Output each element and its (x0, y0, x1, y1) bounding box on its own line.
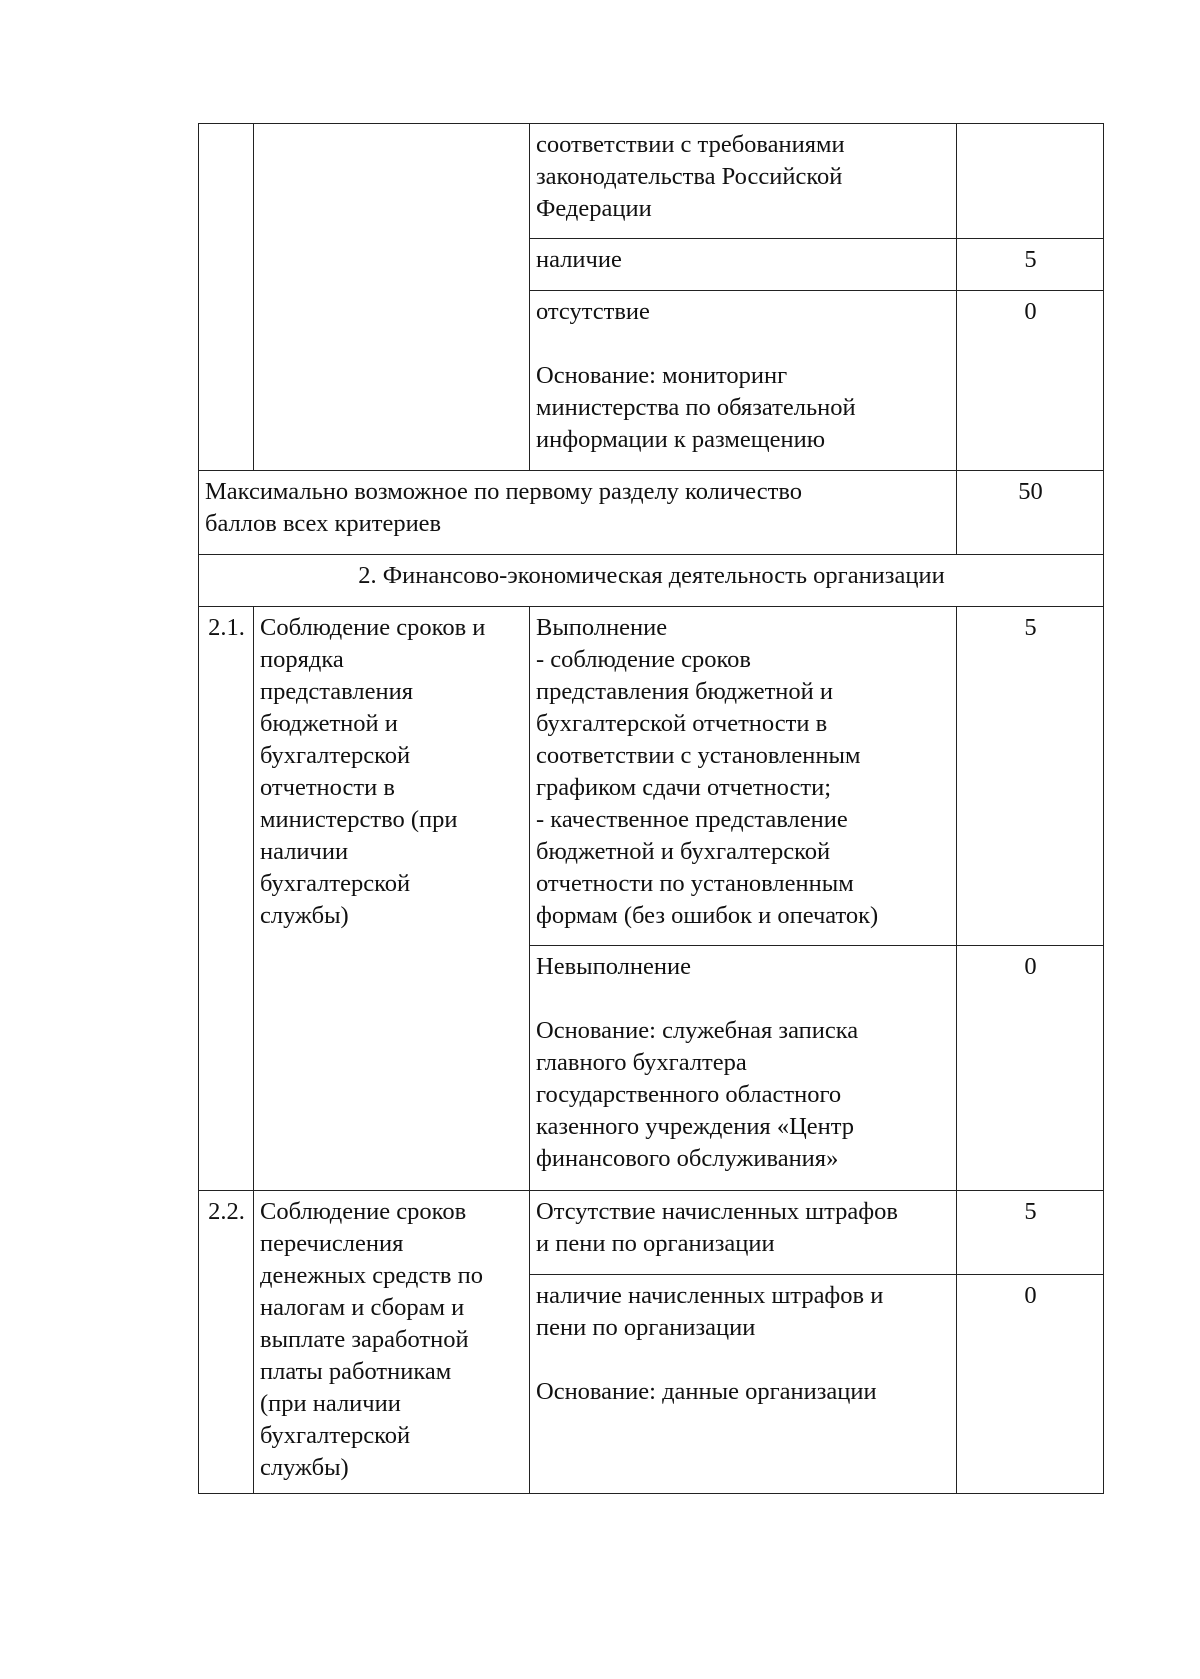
option-text: пени по организации (536, 1314, 756, 1341)
basis-line: финансового обслуживания» (536, 1145, 839, 1172)
option-text: Невыполнение (536, 953, 691, 980)
basis-line: Основание: мониторинг (536, 362, 788, 389)
option-text: наличие (536, 246, 622, 273)
option-text: графиком сдачи отчетности; (536, 774, 832, 801)
score-cell: 0 (957, 1275, 1104, 1494)
score-cell: 5 (957, 239, 1104, 291)
number-cell (199, 124, 254, 471)
score-cell: 0 (957, 291, 1104, 471)
option-text: Отсутствие начисленных штрафов (536, 1198, 898, 1225)
text-line: налогам и сборам и (260, 1294, 465, 1321)
basis-line: казенного учреждения «Центр (536, 1113, 855, 1140)
option-text: и пени по организации (536, 1230, 775, 1257)
text-line: соответствии с требованиями (536, 131, 845, 158)
criterion-cell (254, 1191, 530, 1494)
total-label-cell (199, 471, 957, 555)
text-line: порядка (260, 646, 344, 673)
text-line: денежных средств по (260, 1262, 483, 1289)
basis-line: Основание: данные организации (536, 1378, 877, 1405)
option-text: наличие начисленных штрафов и (536, 1282, 884, 1309)
text-line: службы) (260, 902, 349, 929)
table-row (199, 1191, 1104, 1275)
score-cell: 0 (957, 946, 1104, 1191)
text-line: министерство (при (260, 806, 458, 833)
basis-line: Основание: служебная записка (536, 1017, 859, 1044)
basis-line: государственного областного (536, 1081, 842, 1108)
option-cell (530, 239, 957, 291)
criterion-cell (254, 607, 530, 1191)
text-line: Соблюдение сроков (260, 1198, 467, 1225)
option-cell (530, 607, 957, 946)
text-line: отчетности в (260, 774, 395, 801)
option-text: соответствии с установленным (536, 742, 861, 769)
section-heading: 2. Финансово-экономическая деятельность организации (199, 555, 1104, 607)
option-text: Выполнение (536, 614, 668, 641)
section-total-row (199, 471, 1104, 555)
score-cell (957, 124, 1104, 239)
option-text: - качественное представление (536, 806, 848, 833)
text-line: службы) (260, 1454, 349, 1481)
text-line: бухгалтерской (260, 742, 411, 769)
text-line: Соблюдение сроков и (260, 614, 486, 641)
option-text: бюджетной и бухгалтерской (536, 838, 831, 865)
score-cell: 5 (957, 1191, 1104, 1275)
option-text: отчетности по установленным (536, 870, 854, 897)
basis-line: министерства по обязательной (536, 394, 856, 421)
criterion-number: 2.2. (199, 1191, 254, 1494)
text-line: представления (260, 678, 413, 705)
text-line: выплате заработной (260, 1326, 469, 1353)
total-score-cell: 50 (957, 471, 1104, 555)
score-cell: 5 (957, 607, 1104, 946)
option-text: отсутствие (536, 298, 650, 325)
option-cell (530, 1275, 957, 1494)
text-line: бюджетной и (260, 710, 398, 737)
option-cell (530, 946, 957, 1191)
text-line: баллов всех критериев (205, 510, 442, 537)
basis-line: информации к размещению (536, 426, 826, 453)
table-row (199, 607, 1104, 946)
criterion-number: 2.1. (199, 607, 254, 1191)
text-line: Максимально возможное по первому разделу количество (205, 478, 803, 505)
table-row (199, 124, 1104, 239)
option-text: представления бюджетной и (536, 678, 833, 705)
text-line: (при наличии (260, 1390, 401, 1417)
text-line: перечисления (260, 1230, 404, 1257)
option-cell (530, 291, 957, 471)
criteria-table (198, 123, 1104, 1494)
text-line: платы работникам (260, 1358, 452, 1385)
text-line: наличии (260, 838, 349, 865)
text-line: Федерации (536, 195, 652, 222)
section-heading-row (199, 555, 1104, 607)
text-line: бухгалтерской (260, 1422, 411, 1449)
condition-cell (530, 124, 957, 239)
option-text: формам (без ошибок и опечаток) (536, 902, 879, 929)
option-text: - соблюдение сроков (536, 646, 751, 673)
option-text: бухгалтерской отчетности в (536, 710, 828, 737)
text-line: законодательства Российской (536, 163, 843, 190)
option-cell (530, 1191, 957, 1275)
text-line: бухгалтерской (260, 870, 411, 897)
criterion-cell (254, 124, 530, 471)
basis-line: главного бухгалтера (536, 1049, 747, 1076)
